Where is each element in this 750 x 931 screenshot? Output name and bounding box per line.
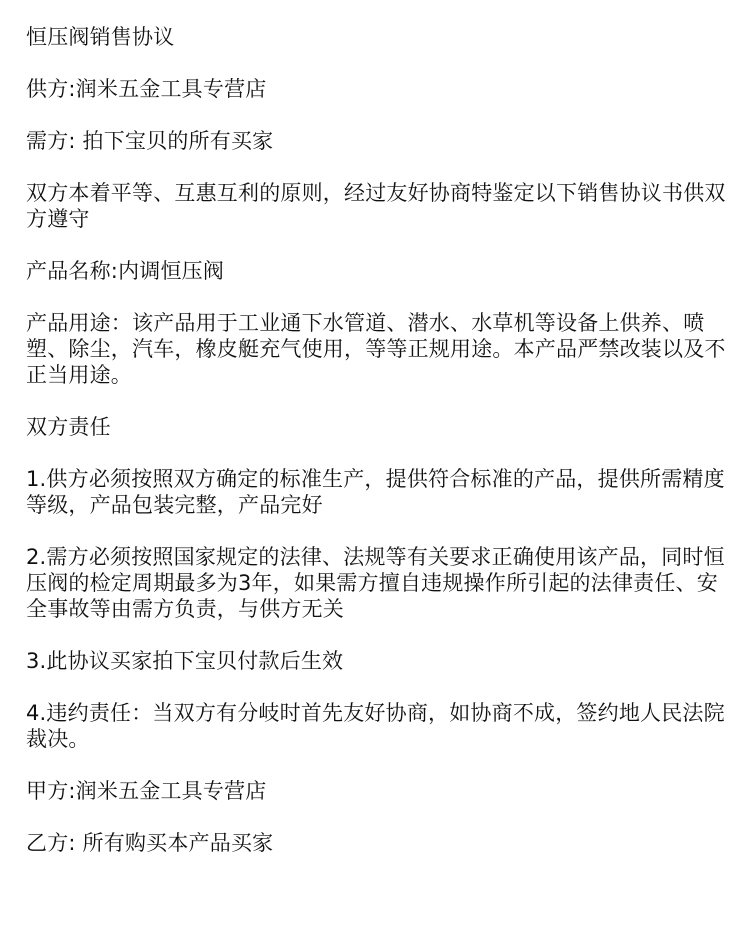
product-name-line: 产品名称:内调恒压阀: [26, 259, 225, 283]
responsibility-heading: 双方责任: [26, 415, 111, 439]
party-b-line: 乙方: 所有购买本产品买家: [26, 831, 274, 855]
spacer: [26, 232, 732, 258]
spacer: [26, 440, 732, 466]
spacer: [26, 622, 732, 648]
spacer: [26, 50, 732, 76]
agreement-title: 恒压阀销售协议: [26, 25, 175, 49]
clause-1: 1.供方必须按照双方确定的标准生产，提供符合标准的产品，提供所需精度等级，产品包装完整，产品完好: [26, 467, 725, 517]
buyer-line: 需方: 拍下宝贝的所有买家: [26, 129, 274, 153]
spacer: [26, 102, 732, 128]
intro-paragraph: 双方本着平等、互惠互利的原则，经过友好协商特鉴定以下销售协议书供双方遵守: [26, 181, 726, 231]
spacer: [26, 518, 732, 544]
spacer: [26, 388, 732, 414]
supplier-line: 供方:润米五金工具专营店: [26, 77, 267, 101]
spacer: [26, 804, 732, 830]
spacer: [26, 752, 732, 778]
spacer: [26, 284, 732, 310]
product-use-paragraph: 产品用途：该产品用于工业通下水管道、潜水、水草机等设备上供养、喷塑、除尘，汽车，橡皮艇充气使用，等等正规用途。本产品严禁改装以及不正当用途。: [26, 311, 726, 387]
party-a-line: 甲方:润米五金工具专营店: [26, 779, 267, 803]
clause-4: 4.违约责任：当双方有分岐时首先友好协商，如协商不成，签约地人民法院裁决。: [26, 701, 725, 751]
clause-2: 2.需方必须按照国家规定的法律、法规等有关要求正确使用该产品，同时恒压阀的检定周期最多为3年，如果需方擅自违规操作所引起的法律责任、安全事故等由需方负责，与供方无关: [26, 545, 725, 621]
spacer: [26, 674, 732, 700]
spacer: [26, 154, 732, 180]
clause-3: 3.此协议买家拍下宝贝付款后生效: [26, 649, 344, 673]
